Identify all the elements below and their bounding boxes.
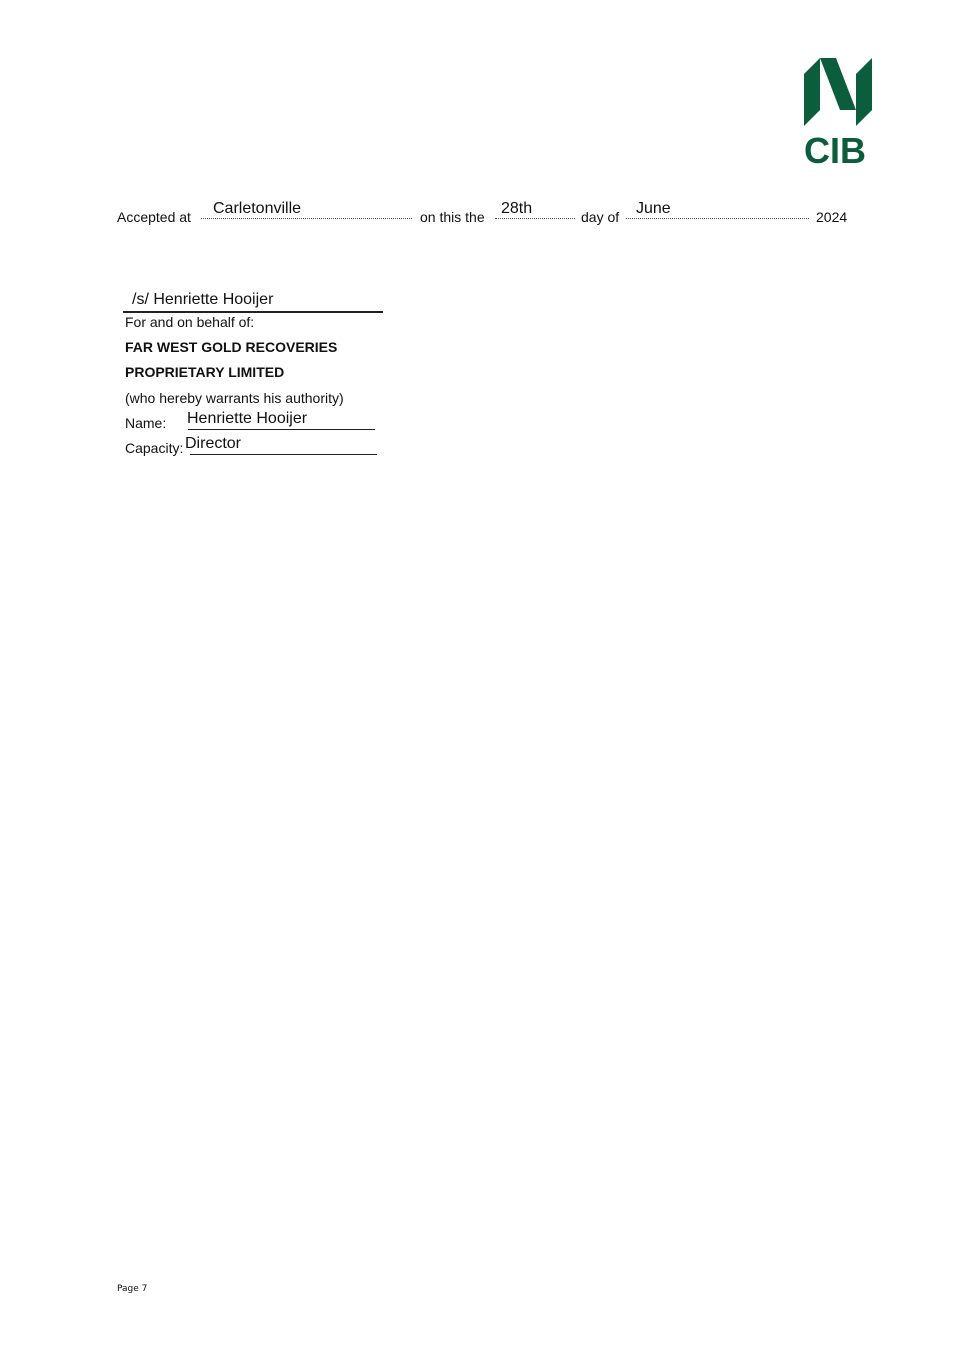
page-number: Page 7 xyxy=(117,1284,148,1294)
name-line xyxy=(188,429,375,430)
name-label: Name: xyxy=(125,415,167,431)
on-this-the-label: on this the xyxy=(420,209,485,225)
day-value: 28th xyxy=(501,200,533,217)
company-name-line1: FAR WEST GOLD RECOVERIES xyxy=(125,339,338,355)
place-value: Carletonville xyxy=(213,200,302,217)
accepted-at-label: Accepted at xyxy=(117,209,191,225)
capacity-value: Director xyxy=(185,435,242,452)
day-dotted-line xyxy=(495,218,575,219)
capacity-label: Capacity: xyxy=(125,440,184,456)
logo-text: CIB xyxy=(804,130,866,171)
month-dotted-line xyxy=(626,218,809,219)
name-value: Henriette Hooijer xyxy=(187,410,308,427)
day-of-label: day of xyxy=(581,209,620,225)
n-mark-icon xyxy=(804,58,872,128)
signature-text: /s/ Henriette Hooijer xyxy=(132,291,274,308)
warrant-text: (who hereby warrants his authority) xyxy=(125,390,344,406)
capacity-line xyxy=(190,454,377,455)
on-behalf-label: For and on behalf of: xyxy=(125,314,255,330)
month-value: June xyxy=(636,200,671,217)
place-dotted-line xyxy=(201,218,412,219)
company-name-line2: PROPRIETARY LIMITED xyxy=(125,364,285,380)
year-value: 2024 xyxy=(816,209,848,225)
signature-line xyxy=(123,311,383,313)
